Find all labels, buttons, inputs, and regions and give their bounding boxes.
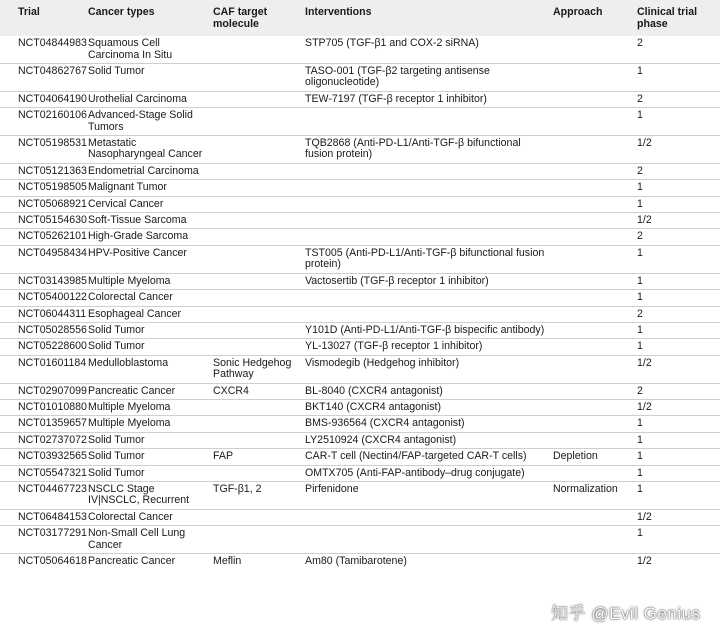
trial-cell: NCT05068921 (0, 196, 84, 212)
cancer-type-cell: Multiple Myeloma (84, 273, 209, 289)
caf-target-cell (209, 91, 301, 107)
cancer-type-cell: NSCLC Stage IV|NSCLC, Recurrent (84, 481, 209, 509)
trial-cell: NCT06044311 (0, 306, 84, 322)
trial-cell: NCT05198505 (0, 180, 84, 196)
table-row (0, 36, 720, 63)
approach-cell (549, 273, 633, 289)
phase-cell: 1 (633, 432, 720, 448)
intervention-cell: TQB2868 (Anti-PD-L1/Anti-TGF-β bifunctional fusion protein) (301, 136, 549, 164)
approach-cell (549, 290, 633, 306)
approach-cell (549, 180, 633, 196)
cancer-type-cell: Solid Tumor (84, 64, 209, 92)
approach-cell (549, 136, 633, 164)
phase-cell: 2 (633, 306, 720, 322)
phase-cell: 2 (633, 163, 720, 179)
trial-cell: NCT02907099 (0, 383, 84, 399)
intervention-cell: YL-13027 (TGF-β receptor 1 inhibitor) (301, 339, 549, 355)
caf-target-cell (209, 432, 301, 448)
phase-cell: 1 (633, 322, 720, 338)
caf-target-cell (209, 213, 301, 229)
phase-cell: 1 (633, 465, 720, 481)
caf-target-cell (209, 163, 301, 179)
cancer-type-cell: Multiple Myeloma (84, 416, 209, 432)
intervention-cell (301, 229, 549, 245)
header-caf-target: CAF target molecule (209, 0, 301, 36)
approach-cell (549, 306, 633, 322)
cancer-type-cell: Solid Tumor (84, 322, 209, 338)
trial-cell: NCT01010880 (0, 399, 84, 415)
intervention-cell: TST005 (Anti-PD-L1/Anti-TGF-β bifunctional fusion protein) (301, 245, 549, 273)
approach-cell (549, 229, 633, 245)
caf-target-cell (209, 245, 301, 273)
phase-cell: 1 (633, 416, 720, 432)
cancer-type-cell: Colorectal Cancer (84, 290, 209, 306)
table-row (0, 432, 720, 448)
header-approach: Approach (549, 0, 633, 36)
cancer-type-cell: HPV-Positive Cancer (84, 245, 209, 273)
table-row (0, 213, 720, 229)
table-row (0, 163, 720, 179)
table-row (0, 322, 720, 338)
phase-cell: 2 (633, 36, 720, 63)
intervention-cell: BKT140 (CXCR4 antagonist) (301, 399, 549, 415)
cancer-type-cell: Pancreatic Cancer (88, 555, 176, 567)
trial-cell: NCT04844983 (0, 36, 84, 63)
trial-cell: NCT03177291 (0, 526, 84, 554)
trial-cell: NCT03932565 (0, 449, 84, 465)
caf-target-cell (209, 526, 301, 554)
cancer-type-cell: Squamous Cell Carcinoma In Situ (84, 36, 209, 63)
intervention-cell: Am80 (Tamibarotene) (305, 555, 407, 567)
table-body (0, 36, 720, 569)
trial-cell: NCT02737072 (0, 432, 84, 448)
trial-cell: NCT05028556 (0, 322, 84, 338)
trial-cell: NCT04958434 (0, 245, 84, 273)
intervention-cell (301, 509, 549, 525)
approach-cell: Depletion (549, 449, 633, 465)
caf-target-cell (209, 465, 301, 481)
intervention-cell: TASO-001 (TGF-β2 targeting antisense oligonucleotide) (301, 64, 549, 92)
trial-cell: NCT06484153 (0, 509, 84, 525)
trial-cell: NCT01601184 (0, 355, 84, 383)
table-row (0, 290, 720, 306)
trial-cell: NCT03143985 (0, 273, 84, 289)
approach-cell (549, 416, 633, 432)
intervention-cell: TEW-7197 (TGF-β receptor 1 inhibitor) (301, 91, 549, 107)
trial-cell: NCT05400122 (0, 290, 84, 306)
table-row (0, 465, 720, 481)
table-row (0, 481, 720, 509)
cancer-type-cell: Solid Tumor (84, 339, 209, 355)
caf-target-cell (209, 322, 301, 338)
intervention-cell: Vactosertib (TGF-β receptor 1 inhibitor) (301, 273, 549, 289)
table-header-row (0, 0, 720, 36)
intervention-cell (301, 526, 549, 554)
phase-cell: 1 (633, 339, 720, 355)
cancer-type-cell: Endometrial Carcinoma (84, 163, 209, 179)
phase-cell: 1 (633, 64, 720, 92)
phase-cell: 2 (633, 91, 720, 107)
phase-cell: 1/2 (633, 355, 720, 383)
approach-cell (549, 108, 633, 136)
approach-cell (549, 64, 633, 92)
intervention-cell: BMS-936564 (CXCR4 antagonist) (301, 416, 549, 432)
header-trial: Trial (0, 0, 84, 36)
cancer-type-cell: Solid Tumor (84, 449, 209, 465)
table-row (0, 509, 720, 525)
phase-cell: 1/2 (633, 399, 720, 415)
approach-cell (549, 36, 633, 63)
cancer-type-cell: Malignant Tumor (84, 180, 209, 196)
caf-target-cell (209, 509, 301, 525)
approach-cell: Normalization (549, 481, 633, 509)
table-row (0, 91, 720, 107)
table-row (0, 136, 720, 164)
intervention-cell (301, 306, 549, 322)
approach-cell (549, 399, 633, 415)
caf-target-cell: Meflin (213, 555, 242, 567)
header-interventions: Interventions (301, 0, 549, 36)
table-row (0, 416, 720, 432)
intervention-cell: BL-8040 (CXCR4 antagonist) (301, 383, 549, 399)
header-cancer-types: Cancer types (84, 0, 209, 36)
phase-cell: 1 (633, 449, 720, 465)
approach-cell (549, 245, 633, 273)
approach-cell (549, 383, 633, 399)
trial-cell: NCT04467723 (0, 481, 84, 509)
table-row (0, 449, 720, 465)
approach-cell (549, 91, 633, 107)
intervention-cell: LY2510924 (CXCR4 antagonist) (301, 432, 549, 448)
table-row (0, 196, 720, 212)
phase-cell: 2 (633, 383, 720, 399)
cancer-type-cell: Soft-Tissue Sarcoma (84, 213, 209, 229)
table-row (0, 273, 720, 289)
cancer-type-cell: Colorectal Cancer (84, 509, 209, 525)
cancer-type-cell: Pancreatic Cancer (84, 383, 209, 399)
trial-cell: NCT05121363 (0, 163, 84, 179)
table-row (0, 180, 720, 196)
caf-target-cell (209, 416, 301, 432)
approach-cell (549, 509, 633, 525)
intervention-cell (301, 180, 549, 196)
table-row (0, 355, 720, 383)
cancer-type-cell: Solid Tumor (84, 432, 209, 448)
approach-cell (549, 554, 633, 570)
phase-cell: 1/2 (633, 213, 720, 229)
cancer-type-cell: Metastatic Nasopharyngeal Cancer (84, 136, 209, 164)
cancer-type-cell: High-Grade Sarcoma (84, 229, 209, 245)
table-row (0, 399, 720, 415)
trial-cell: NCT05228600 (0, 339, 84, 355)
intervention-cell: Y101D (Anti-PD-L1/Anti-TGF-β bispecific antibody) (301, 322, 549, 338)
phase-cell: 1 (633, 108, 720, 136)
phase-cell: 1 (633, 526, 720, 554)
caf-target-cell (209, 180, 301, 196)
intervention-cell: Pirfenidone (301, 481, 549, 509)
intervention-cell (301, 108, 549, 136)
caf-target-cell: TGF-β1, 2 (209, 481, 301, 509)
trial-cell: NCT04862767 (0, 64, 84, 92)
trial-cell: NCT05262101 (0, 229, 84, 245)
intervention-cell (301, 163, 549, 179)
intervention-cell (301, 213, 549, 229)
table-row (0, 554, 720, 570)
approach-cell (549, 196, 633, 212)
approach-cell (549, 163, 633, 179)
caf-target-cell (209, 64, 301, 92)
intervention-cell: OMTX705 (Anti-FAP-antibody–drug conjugate) (301, 465, 549, 481)
caf-target-cell (209, 36, 301, 63)
approach-cell (549, 213, 633, 229)
trial-cell: NCT05547321 (0, 465, 84, 481)
cancer-type-cell: Non-Small Cell Lung Cancer (84, 526, 209, 554)
phase-cell: 1/2 (633, 509, 720, 525)
intervention-cell: Vismodegib (Hedgehog inhibitor) (301, 355, 549, 383)
caf-target-cell (209, 399, 301, 415)
table-row (0, 245, 720, 273)
phase-cell: 1/2 (637, 555, 652, 567)
caf-target-cell (209, 290, 301, 306)
caf-target-cell: CXCR4 (209, 383, 301, 399)
cancer-type-cell: Urothelial Carcinoma (84, 91, 209, 107)
caf-target-cell (209, 196, 301, 212)
caf-target-cell (209, 273, 301, 289)
phase-cell: 1 (633, 290, 720, 306)
cancer-type-cell: Multiple Myeloma (84, 399, 209, 415)
approach-cell (549, 355, 633, 383)
table-row (0, 64, 720, 92)
trial-cell: NCT05064618 (18, 555, 87, 567)
trial-cell: NCT02160106 (0, 108, 84, 136)
watermark: 知乎 @Evil Genius (551, 604, 701, 623)
phase-cell: 1/2 (633, 136, 720, 164)
phase-cell: 1 (633, 245, 720, 273)
phase-cell: 1 (633, 273, 720, 289)
trial-cell: NCT05198531 (0, 136, 84, 164)
caf-target-cell (209, 229, 301, 245)
caf-target-cell (209, 339, 301, 355)
cancer-type-cell: Esophageal Cancer (84, 306, 209, 322)
caf-target-cell (209, 136, 301, 164)
table-row (0, 229, 720, 245)
caf-target-cell (209, 306, 301, 322)
intervention-cell: STP705 (TGF-β1 and COX-2 siRNA) (301, 36, 549, 63)
header-phase: Clinical trial phase (633, 0, 720, 36)
trial-cell: NCT01359657 (0, 416, 84, 432)
approach-cell (549, 526, 633, 554)
table-row (0, 306, 720, 322)
cancer-type-cell: Cervical Cancer (84, 196, 209, 212)
approach-cell (549, 465, 633, 481)
cancer-type-cell: Solid Tumor (84, 465, 209, 481)
phase-cell: 1 (633, 196, 720, 212)
intervention-cell (301, 290, 549, 306)
table-row (0, 383, 720, 399)
approach-cell (549, 339, 633, 355)
trial-cell: NCT04064190 (0, 91, 84, 107)
cancer-type-cell: Medulloblastoma (84, 355, 209, 383)
trial-cell: NCT05154630 (0, 213, 84, 229)
caf-target-cell: FAP (209, 449, 301, 465)
approach-cell (549, 322, 633, 338)
phase-cell: 1 (633, 481, 720, 509)
table-row (0, 339, 720, 355)
table-row (0, 108, 720, 136)
caf-target-cell: Sonic Hedgehog Pathway (209, 355, 301, 383)
phase-cell: 2 (633, 229, 720, 245)
approach-cell (549, 432, 633, 448)
intervention-cell: CAR-T cell (Nectin4/FAP-targeted CAR-T cells) (301, 449, 549, 465)
caf-target-cell (209, 108, 301, 136)
table-row (0, 526, 720, 554)
phase-cell: 1 (633, 180, 720, 196)
intervention-cell (301, 196, 549, 212)
cancer-type-cell: Advanced-Stage Solid Tumors (84, 108, 209, 136)
